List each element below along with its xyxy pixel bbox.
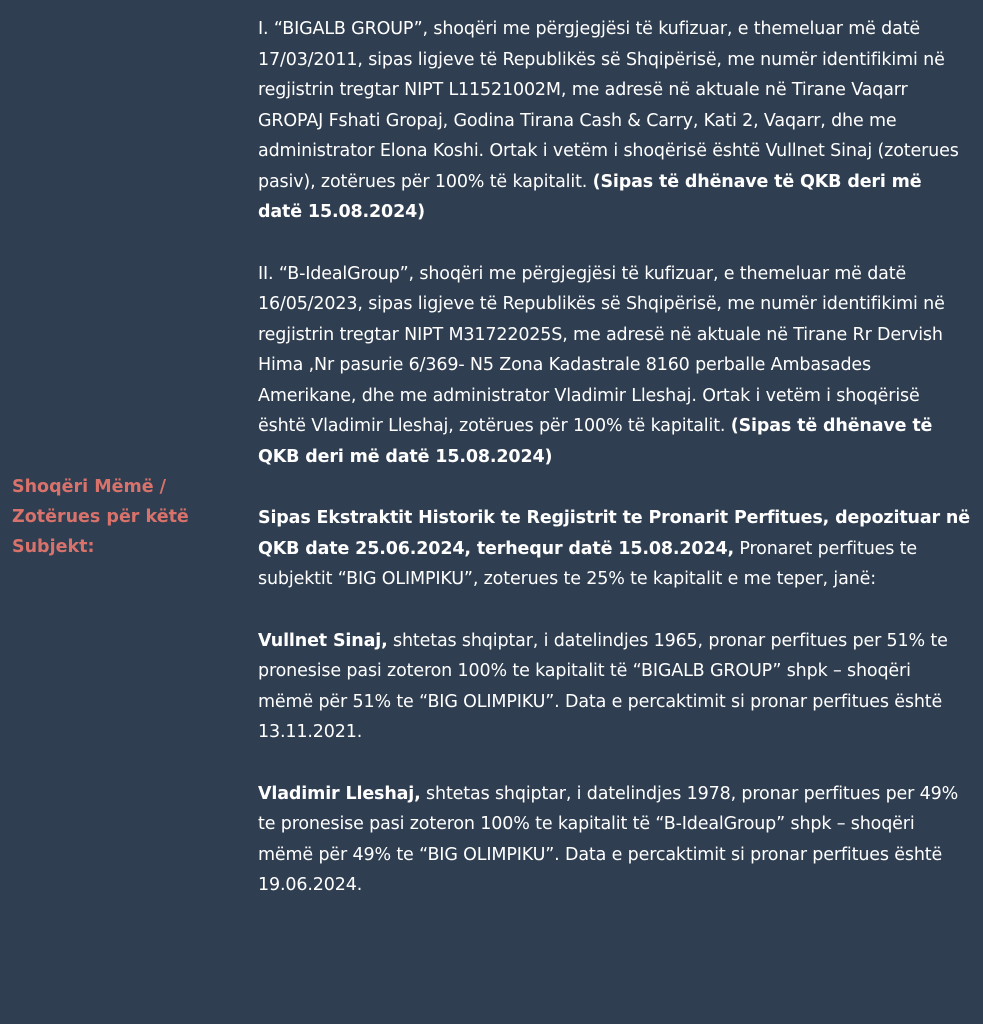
paragraph-text: shtetas shqiptar, i datelindjes 1978, pronar perfitues per 49% te pronesise pasi zoteron 100% te kapitalit të “B-IdealGroup” shpk – shoqëri mëmë për 49% te “BIG OLIMPIKU”. Data e percaktimit si pronar perfitues është 19.06.2024. (258, 783, 959, 895)
content-column (258, 14, 970, 932)
paragraph-owner-vladimir-lleshaj (258, 779, 970, 901)
owner-name: Vullnet Sinaj, (258, 630, 388, 651)
paragraph-beneficial-owners-intro (258, 503, 970, 595)
paragraph-bold-heading: Sipas Ekstraktit Historik te Regjistrit te Pronarit Perfitues, depozituar në QKB date 25.06.2024, terhequr datë 15.08.2024, (258, 508, 970, 559)
paragraph-bigalb-group (258, 14, 970, 228)
owner-name: Vladimir Lleshaj, (258, 783, 421, 804)
paragraph-text: shtetas shqiptar, i datelindjes 1965, pronar perfitues per 51% te pronesise pasi zoteron 100% te kapitalit të “BIGALB GROUP” shpk – shoqëri mëmë për 51% te “BIG OLIMPIKU”. Data e percaktimit si pronar perfitues është 13.11.2021. (258, 630, 948, 742)
label-line-3: Subjekt: (12, 537, 95, 557)
row-label (12, 472, 227, 562)
paragraph-bold-source: (Sipas të dhënave të QKB deri më datë 15.08.2024) (258, 171, 922, 222)
paragraph-text: Pronaret perfitues te subjektit “BIG OLIMPIKU”, zoterues te 25% te kapitalit e me teper, janë: (258, 538, 917, 589)
label-line-2: Zotërues për këtë (12, 507, 189, 527)
paragraph-b-idealgroup (258, 259, 970, 473)
label-line-1: Shoqëri Mëmë / (12, 477, 167, 497)
paragraph-text: II. “B-IdealGroup”, shoqëri me përgjegjësi të kufizuar, e themeluar më datë 16/05/2023, sipas ligjeve të Republikës së Shqipërisë, me numër identifikimi në regjistrin tregtar NIPT M31722025S, me adresë në aktuale në Tirane Rr Dervish Hima ,Nr pasurie 6/369- N5 Zona Kadastrale 8160 perballe Ambasades Amerikane, dhe me administrator Vladimir Lleshaj. Ortak i vetëm i shoqërisë është Vladimir Lleshaj, zotërues për 100% të kapitalit. (258, 263, 945, 436)
paragraph-text: I. “BIGALB GROUP”, shoqëri me përgjegjësi të kufizuar, e themeluar më datë 17/03/2011, sipas ligjeve të Republikës së Shqipërisë, me numër identifikimi në regjistrin tregtar NIPT L11521002M, me adresë në aktuale në Tirane Vaqarr GROPAJ Fshati Gropaj, Godina Tirana Cash & Carry, Kati 2, Vaqarr, dhe me administrator Elona Koshi. Ortak i vetëm i shoqërisë është Vullnet Sinaj (zoterues pasiv), zotërues për 100% të kapitalit. (258, 19, 959, 192)
paragraph-owner-vullnet-sinaj (258, 626, 970, 748)
paragraph-bold-source: (Sipas të dhënave të QKB deri më datë 15.08.2024) (258, 416, 933, 467)
